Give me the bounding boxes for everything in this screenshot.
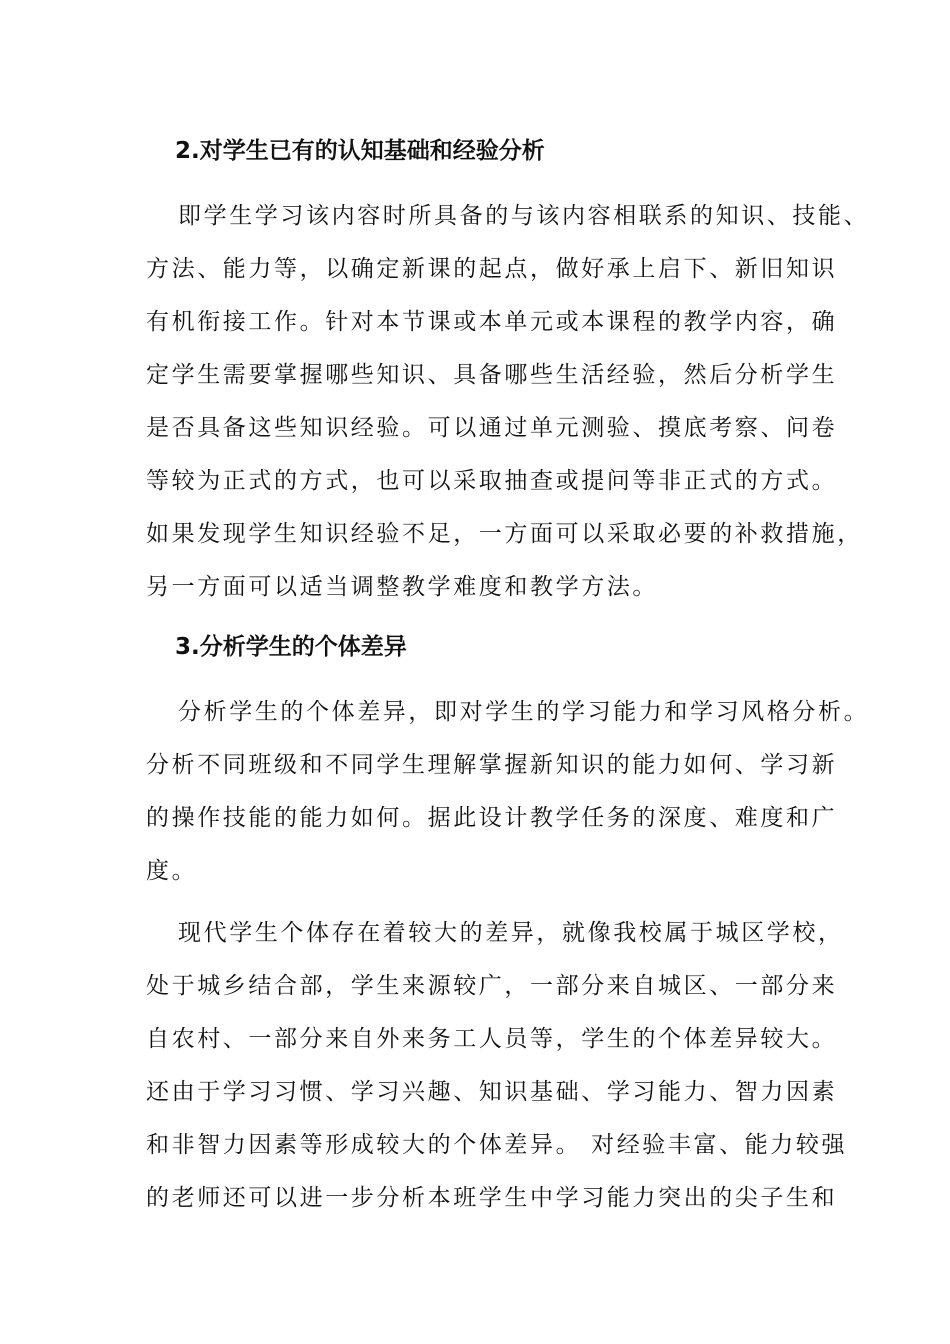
paragraph-line: 分析不同班级和不同学生理解掌握新知识的能力如何、学习新 [146, 752, 838, 778]
paragraph-line: 另一方面可以适当调整教学难度和教学方法。 [146, 574, 658, 600]
paragraph-line: 分析学生的个体差异，即对学生的学习能力和学习风格分析。 [178, 699, 870, 725]
paragraph-line: 的老师还可以进一步分析本班学生中学习能力突出的尖子生和 [146, 1185, 838, 1211]
paragraph-line: 有机衔接工作。针对本节课或本单元或本课程的教学内容，确 [146, 309, 838, 335]
paragraph-line: 自农村、一部分来自外来务工人员等，学生的个体差异较大。 [146, 1026, 838, 1052]
paragraph-line: 处于城乡结合部，学生来源较广，一部分来自城区、一部分来 [146, 973, 838, 999]
paragraph-line: 方法、能力等，以确定新课的起点，做好承上启下、新旧知识 [146, 256, 838, 282]
paragraph-line: 现代学生个体存在着较大的差异，就像我校属于城区学校， [178, 920, 844, 946]
paragraph-line: 还由于学习习惯、学习兴趣、知识基础、学习能力、智力因素 [146, 1079, 838, 1105]
paragraph-line: 的操作技能的能力如何。据此设计教学任务的深度、难度和广 [146, 805, 838, 831]
paragraph-line: 如果发现学生知识经验不足，一方面可以采取必要的补救措施， [146, 521, 863, 547]
paragraph-line: 度。 [146, 858, 198, 884]
paragraph-line: 等较为正式的方式，也可以采取抽查或提问等非正式的方式。 [146, 468, 838, 494]
paragraph-line: 定学生需要掌握哪些知识、具备哪些生活经验，然后分析学生 [146, 362, 838, 388]
section-heading-2: 2.对学生已有的认知基础和经验分析 [175, 138, 545, 164]
paragraph-line: 和非智力因素等形成较大的个体差异。 对经验丰富、能力较强 [146, 1132, 848, 1158]
paragraph-line: 即学生学习该内容时所具备的与该内容相联系的知识、技能、 [178, 203, 870, 229]
section-heading-3: 3.分析学生的个体差异 [175, 634, 407, 660]
paragraph-line: 是否具备这些知识经验。可以通过单元测验、摸底考察、问卷 [146, 415, 838, 441]
